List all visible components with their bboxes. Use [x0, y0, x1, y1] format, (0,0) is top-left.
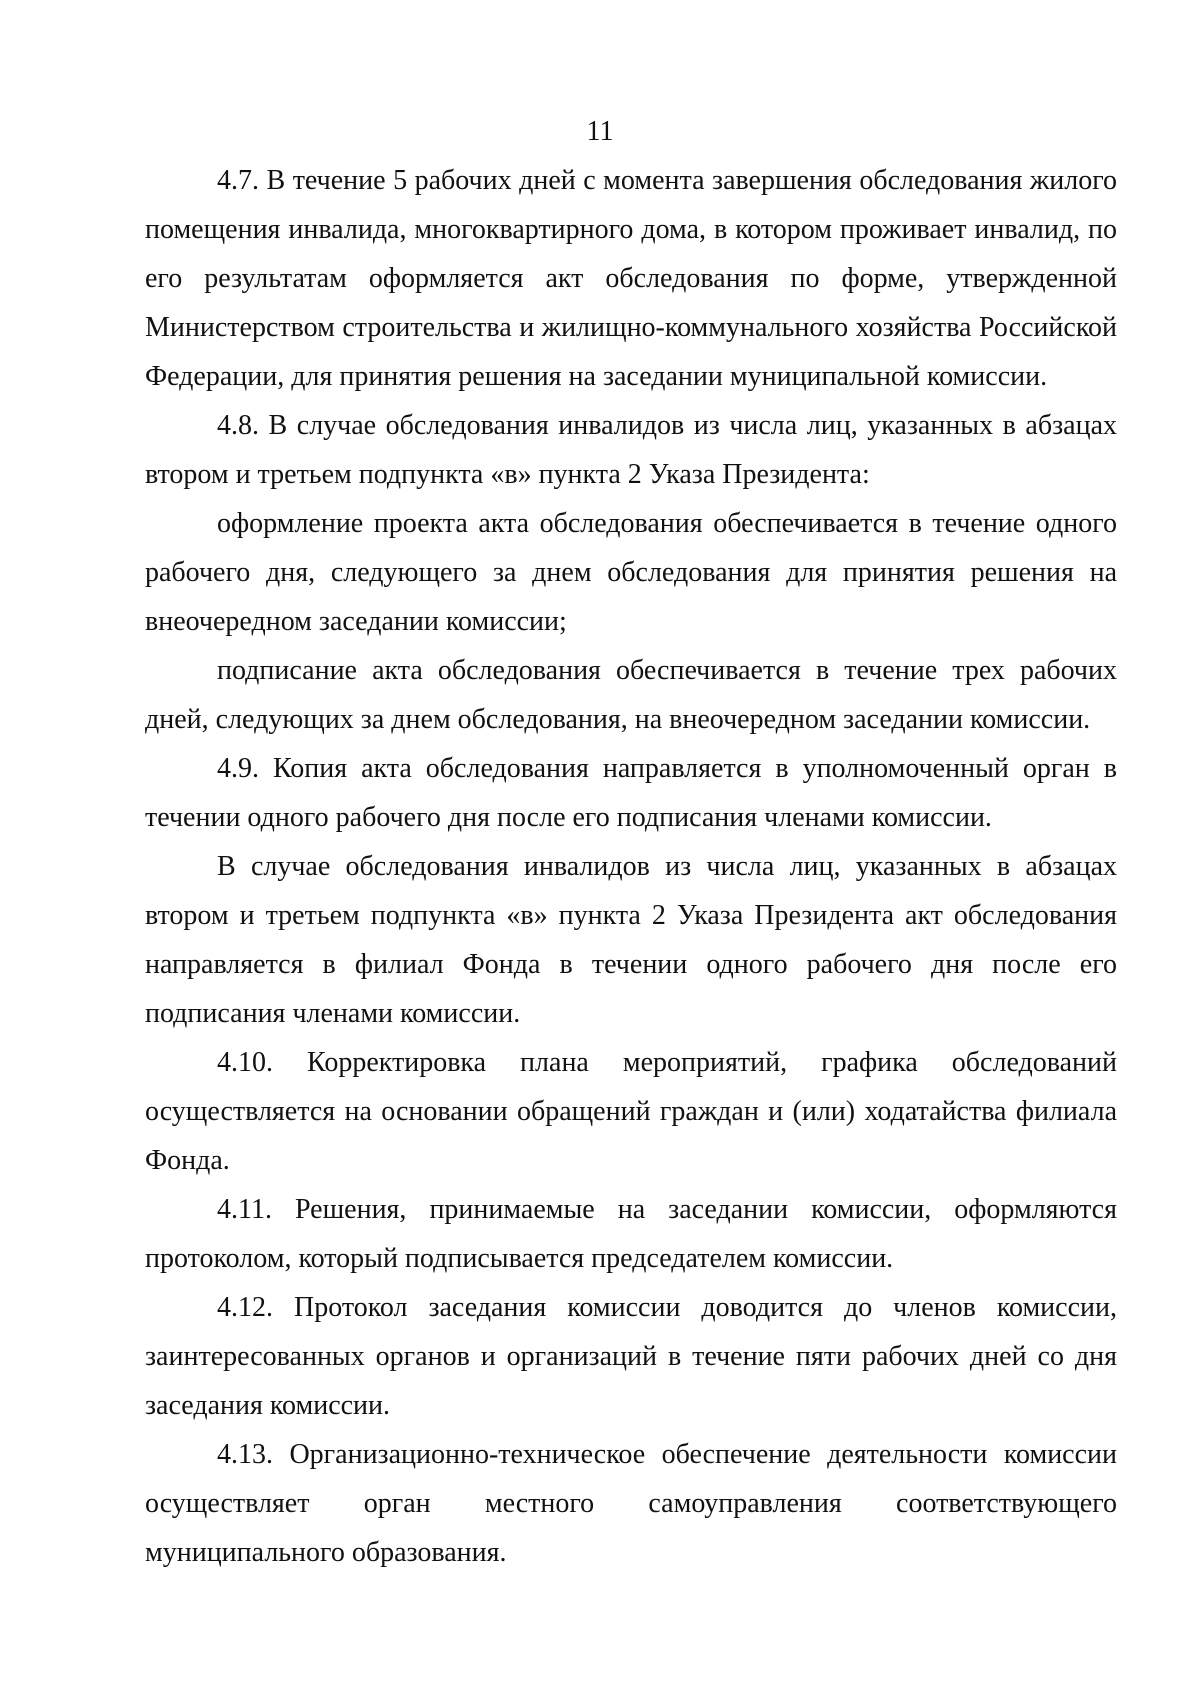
paragraph-4-8: 4.8. В случае обследования инвалидов из числа лиц, указанных в абзацах втором и третьем подпункта «в» пункта 2 Указа Президента: — [145, 410, 1117, 490]
paragraph-4-9: 4.9. Копия акта обследования направляется в уполномоченный орган в течении одного рабочего дня после его подписания членами комиссии. — [145, 753, 1117, 833]
paragraph-4-10: 4.10. Корректировка плана мероприятий, графика обследований осуществляется на основании обращений граждан и (или) ходатайства филиала Фонда. — [145, 1047, 1117, 1176]
paragraph-4-8-signing: подписание акта обследования обеспечивается в течение трех рабочих дней, следующих за днем обследования, на внеочередном заседании комиссии. — [145, 655, 1117, 735]
paragraph-4-7: 4.7. В течение 5 рабочих дней с момента завершения обследования жилого помещения инвалида, многоквартирного дома, в котором проживает инвалид, по его результатам оформляется акт обследования по форме, утвержденной Министерством строительства и жилищно-коммунального хозяйства Российской Федерации, для принятия решения на заседании муниципальной комиссии. — [145, 165, 1117, 392]
paragraph-4-13: 4.13. Организационно-техническое обеспечение деятельности комиссии осуществляет орган местного самоуправления соответствующего муниципального образования. — [145, 1439, 1117, 1568]
paragraph-4-8-draft: оформление проекта акта обследования обеспечивается в течение одного рабочего дня, следующего за днем обследования для принятия решения на внеочередном заседании комиссии; — [145, 508, 1117, 637]
page-number: 11 — [586, 116, 614, 147]
document-body — [145, 156, 1117, 1577]
paragraph-4-12: 4.12. Протокол заседания комиссии доводится до членов комиссии, заинтересованных органов и организаций в течение пяти рабочих дней со дня заседания комиссии. — [145, 1292, 1117, 1421]
paragraph-4-11: 4.11. Решения, принимаемые на заседании комиссии, оформляются протоколом, который подписывается председателем комиссии. — [145, 1194, 1117, 1274]
paragraph-4-9-fund: В случае обследования инвалидов из числа лиц, указанных в абзацах втором и третьем подпункта «в» пункта 2 Указа Президента акт обследования направляется в филиал Фонда в течении одного рабочего дня после его подписания членами комиссии. — [145, 851, 1117, 1029]
